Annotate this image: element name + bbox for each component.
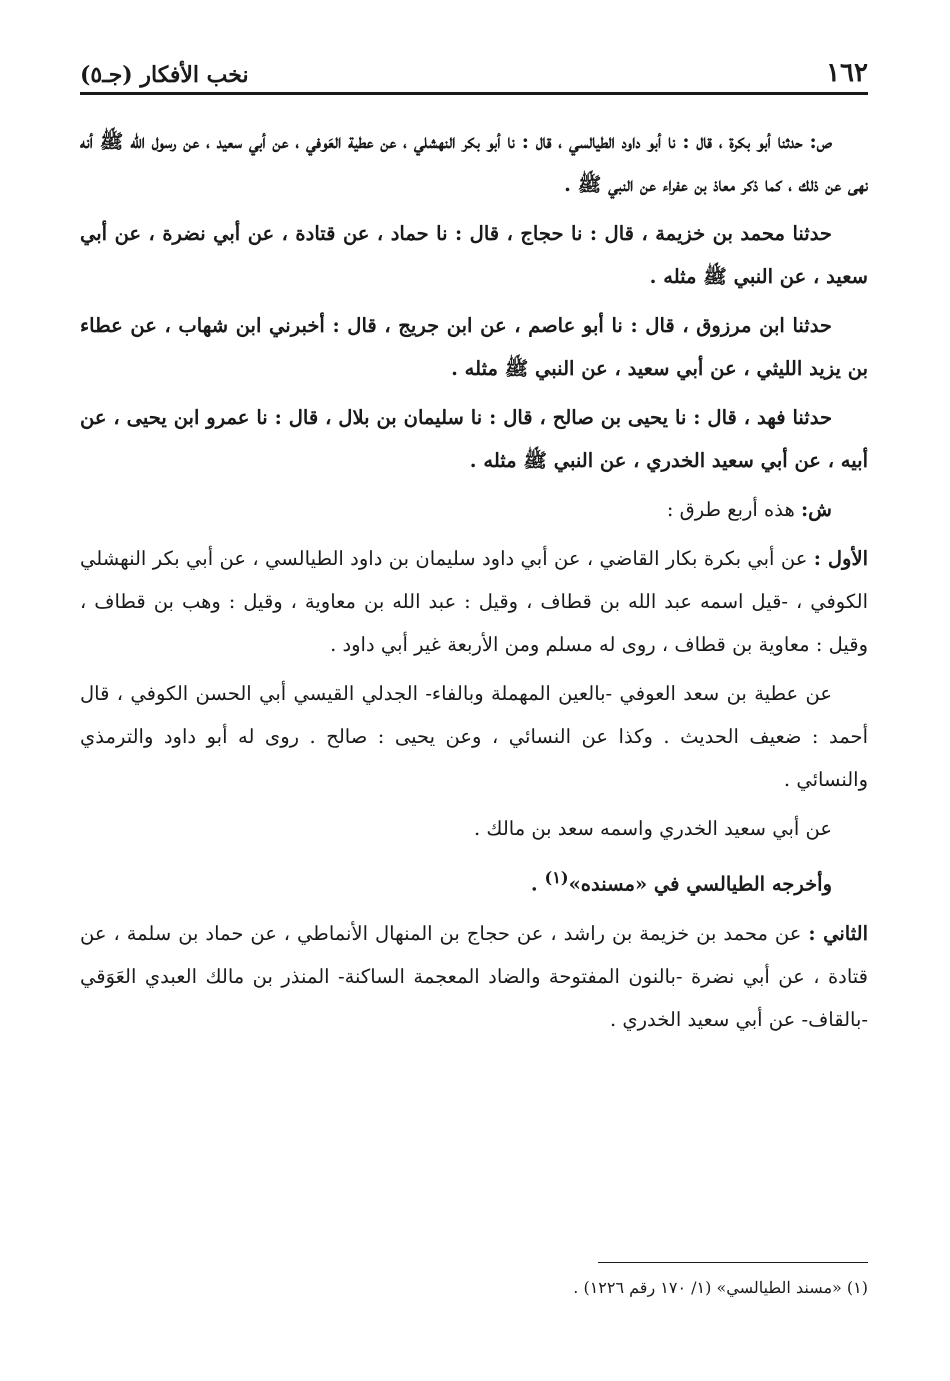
footnote-ref: (١) (544, 868, 569, 887)
footnote: (١) «مسند الطيالسي» (١/ ١٧٠ رقم ١٢٢٦) . (573, 1278, 868, 1297)
narrator-abu-said-paragraph: عن أبي سعيد الخدري واسمه سعد بن مالك . (473, 817, 832, 840)
commentary-intro: ش: هذه أربع طرق : (666, 498, 832, 521)
page-number: ١٦٢ (826, 58, 868, 88)
second-chain-paragraph: الثاني : عن محمد بن خزيمة بن راشد ، عن حجاج بن المنهال الأنماطي ، عن حماد بن سلمة ، عن قتادة ، عن أبي نضرة -بالنون المفتوحة والضاد المعجمة الساكنة- المنذر بن مالك العبدي العَوَقي -بالقاف- عن أبي سعيد الخدري . (80, 921, 868, 1031)
main-text (80, 120, 868, 1047)
hadith-paragraph-2: حدثنا محمد بن خزيمة ، قال : نا حجاج ، قال : نا حماد ، عن قتادة ، عن أبي نضرة ، عن أبي سعيد ، عن النبي ﷺ مثله . (80, 222, 868, 288)
takhrij-paragraph: وأخرجه الطيالسي في «مسنده»$^{(١)}$ . (530, 868, 832, 896)
first-chain-paragraph: الأول : عن أبي بكرة بكار القاضي ، عن أبي داود سليمان بن داود الطيالسي ، عن أبي بكر النهشلي الكوفي ، -قيل اسمه عبد الله بن قطاف ، وقيل : عبد الله بن معاوية ، وقيل : وهب بن قطاف ، وقيل : معاوية بن قطاف ، روى له مسلم ومن الأربعة غير أبي داود . (80, 547, 868, 656)
header-rule (80, 92, 868, 95)
running-title: نخب الأفكار (جـ٥) (80, 62, 249, 88)
footnote-rule (598, 1262, 868, 1263)
page-header (80, 52, 868, 88)
hadith-paragraph-4: حدثنا فهد ، قال : نا يحيى بن صالح ، قال : نا سليمان بن بلال ، قال : نا عمرو ابن يحيى ، عن أبيه ، عن أبي سعيد الخدري ، عن النبي ﷺ مثله . (80, 406, 868, 472)
hadith-paragraph-1: ص: حدثنا أبو بكرة ، قال : نا أبو داود الطيالسي ، قال : نا أبو بكر النهشلي ، عن عطية العَوفي ، عن أبي سعيد ، عن رسول الله ﷺ أنه نهى عن ذلك ، كما ذكر معاذ بن عفراء عن النبي ﷺ . (80, 130, 868, 196)
narrator-atiyya-paragraph: عن عطية بن سعد العوفي -بالعين المهملة وبالفاء- الجدلي القيسي أبي الحسن الكوفي ، قال أحمد : ضعيف الحديث . وكذا عن النسائي ، وعن يحيى : صالح . روى له أبو داود والترمذي والنسائي . (80, 682, 868, 791)
hadith-paragraph-3: حدثنا ابن مرزوق ، قال : نا أبو عاصم ، عن ابن جريج ، قال : أخبرني ابن شهاب ، عن عطاء بن يزيد الليثي ، عن أبي سعيد ، عن النبي ﷺ مثله . (80, 314, 868, 380)
